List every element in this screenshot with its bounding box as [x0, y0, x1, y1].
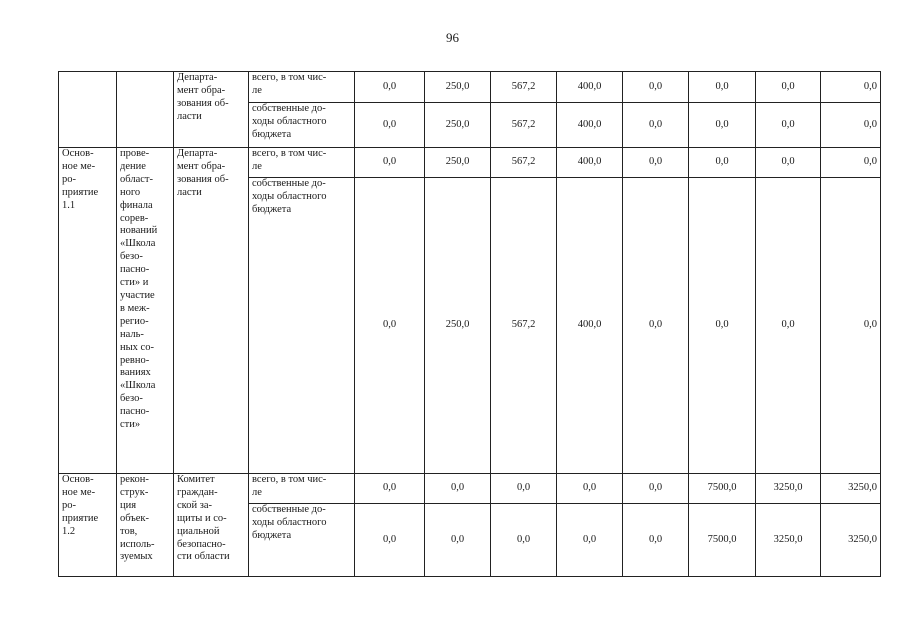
value-cell: 0,0	[557, 504, 623, 577]
value-cell: 3250,0	[821, 504, 881, 577]
value-cell: 0,0	[557, 474, 623, 504]
value-cell: 3250,0	[756, 504, 821, 577]
description-cell	[117, 72, 174, 148]
value-cell: 0,0	[623, 103, 689, 148]
value-cell: 400,0	[557, 72, 623, 103]
value-cell: 3250,0	[756, 474, 821, 504]
value-cell: 400,0	[557, 103, 623, 148]
funding-source-cell: собственные до- ходы областного бюджета	[249, 178, 355, 474]
funding-source-cell: всего, в том чис- ле	[249, 72, 355, 103]
value-cell: 0,0	[756, 103, 821, 148]
value-cell: 0,0	[756, 72, 821, 103]
value-cell: 0,0	[355, 504, 425, 577]
value-cell: 0,0	[821, 178, 881, 474]
executor-cell: Департа- мент обра- зования об- ласти	[174, 72, 249, 148]
description-cell: рекон- струк- ция объек- тов, исполь- зуемых	[117, 474, 174, 577]
measure-cell: Основ- ное ме- ро- приятие 1.2	[59, 474, 117, 577]
value-cell: 0,0	[623, 72, 689, 103]
table-row	[59, 72, 881, 103]
value-cell: 567,2	[491, 178, 557, 474]
funding-source-cell: всего, в том чис- ле	[249, 474, 355, 504]
value-cell: 567,2	[491, 103, 557, 148]
value-cell: 0,0	[689, 148, 756, 178]
value-cell: 250,0	[425, 72, 491, 103]
value-cell: 0,0	[355, 148, 425, 178]
value-cell: 7500,0	[689, 474, 756, 504]
value-cell: 0,0	[355, 72, 425, 103]
value-cell: 0,0	[623, 178, 689, 474]
funding-source-cell: собственные до- ходы областного бюджета	[249, 103, 355, 148]
funding-source-cell: всего, в том чис- ле	[249, 148, 355, 178]
table-row	[59, 148, 881, 178]
value-cell: 0,0	[355, 474, 425, 504]
value-cell: 0,0	[623, 148, 689, 178]
value-cell: 0,0	[623, 504, 689, 577]
value-cell: 0,0	[491, 504, 557, 577]
value-cell: 0,0	[689, 103, 756, 148]
value-cell: 0,0	[425, 474, 491, 504]
value-cell: 0,0	[756, 178, 821, 474]
page-number: 96	[446, 30, 459, 45]
value-cell: 0,0	[355, 178, 425, 474]
value-cell: 0,0	[355, 103, 425, 148]
value-cell: 0,0	[623, 474, 689, 504]
measure-cell: Основ- ное ме- ро- приятие 1.1	[59, 148, 117, 474]
budget-table	[58, 71, 881, 577]
value-cell: 567,2	[491, 72, 557, 103]
value-cell: 250,0	[425, 103, 491, 148]
funding-source-cell: собственные до- ходы областного бюджета	[249, 504, 355, 577]
value-cell: 250,0	[425, 148, 491, 178]
value-cell: 0,0	[756, 148, 821, 178]
value-cell: 0,0	[425, 504, 491, 577]
value-cell: 0,0	[821, 72, 881, 103]
value-cell: 0,0	[689, 178, 756, 474]
table-row	[59, 474, 881, 504]
value-cell: 3250,0	[821, 474, 881, 504]
value-cell: 567,2	[491, 148, 557, 178]
value-cell: 0,0	[689, 72, 756, 103]
description-cell: прове- дение област- ного финала сорев- нований «Школа безо- пасно- сти» и участие в меж- регио- наль- ных со- ревно- ваниях «Школа безо- пасно- сти»	[117, 148, 174, 474]
executor-cell: Департа- мент обра- зования об- ласти	[174, 148, 249, 474]
value-cell: 400,0	[557, 148, 623, 178]
value-cell: 0,0	[821, 148, 881, 178]
value-cell: 0,0	[821, 103, 881, 148]
measure-cell	[59, 72, 117, 148]
value-cell: 400,0	[557, 178, 623, 474]
value-cell: 0,0	[491, 474, 557, 504]
executor-cell: Комитет граждан- ской за- щиты и со- циальной безопасно- сти области	[174, 474, 249, 577]
value-cell: 250,0	[425, 178, 491, 474]
value-cell: 7500,0	[689, 504, 756, 577]
